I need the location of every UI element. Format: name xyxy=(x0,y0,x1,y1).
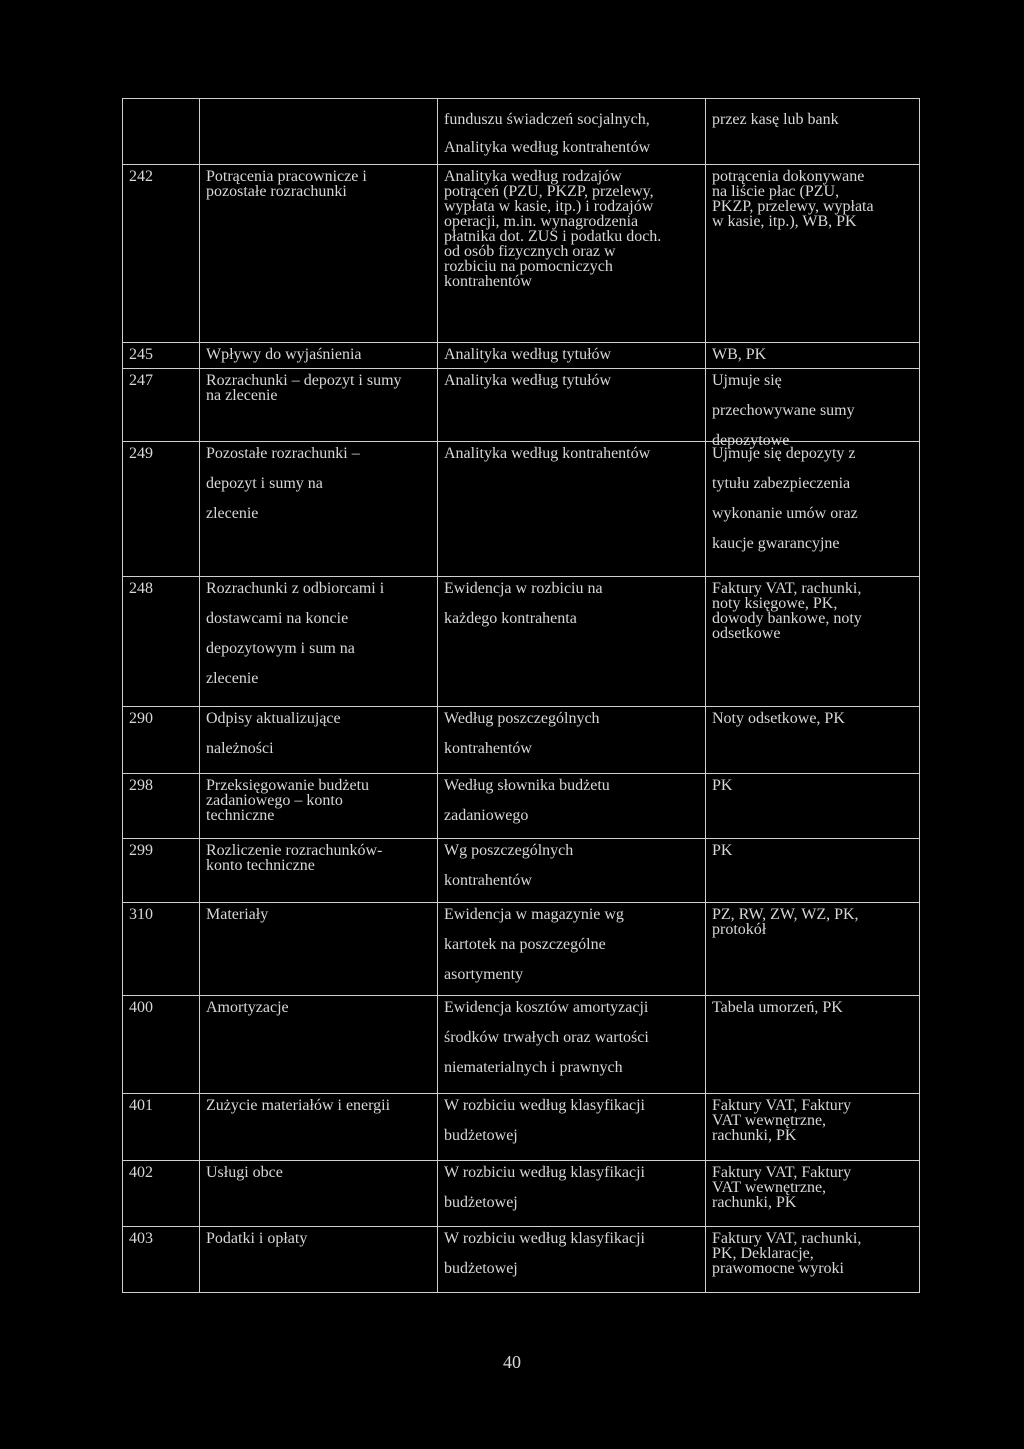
table-row xyxy=(122,706,920,773)
cell-text: rozbiciu na pomocniczych xyxy=(444,258,613,275)
cell-ewidencja xyxy=(437,707,705,773)
cell-text: od osób fizycznych oraz w xyxy=(444,243,616,260)
cell-konto xyxy=(122,839,199,902)
cell-text: WB, PK xyxy=(712,346,767,363)
cell-text: 242 xyxy=(129,168,153,185)
cell-nazwa xyxy=(199,343,437,368)
cell-text: Rozrachunki – depozyt i sumy xyxy=(206,372,402,389)
cell-text: płatnika dot. ZUS i podatku doch. xyxy=(444,228,662,245)
cell-text: 298 xyxy=(129,777,153,794)
cell-text: Według poszczególnych xyxy=(444,710,600,727)
cell-ewidencja xyxy=(437,774,705,838)
cell-konto xyxy=(122,903,199,995)
cell-text: PK xyxy=(712,777,733,794)
cell-text: 290 xyxy=(129,710,153,727)
cell-ewidencja xyxy=(437,442,705,576)
cell-text: każdego kontrahenta xyxy=(444,610,577,627)
table-row xyxy=(122,1160,920,1226)
cell-text: rachunki, PK xyxy=(712,1127,797,1144)
cell-konto xyxy=(122,343,199,368)
cell-nazwa xyxy=(199,99,437,164)
cell-ewidencja xyxy=(437,577,705,706)
cell-text: 248 xyxy=(129,580,153,597)
cell-text: 247 xyxy=(129,372,153,389)
cell-text: PKZP, przelewy, wypłata xyxy=(712,198,874,215)
cell-text: kaucje gwarancyjne xyxy=(712,535,840,552)
cell-konto xyxy=(122,1161,199,1226)
cell-text: niematerialnych i prawnych xyxy=(444,1059,623,1076)
cell-text: Ewidencja w rozbiciu na xyxy=(444,580,603,597)
cell-ewidencja xyxy=(437,996,705,1093)
cell-text: kartotek na poszczególne xyxy=(444,936,606,953)
cell-dokumenty xyxy=(705,996,920,1093)
cell-text: PZ, RW, ZW, WZ, PK, xyxy=(712,906,859,923)
cell-ewidencja xyxy=(437,1161,705,1226)
cell-ewidencja xyxy=(437,903,705,995)
cell-text: asortymenty xyxy=(444,966,524,983)
cell-konto xyxy=(122,707,199,773)
cell-text: zadaniowego – konto xyxy=(206,792,343,809)
cell-text: dowody bankowe, noty xyxy=(712,610,862,627)
cell-text: prawomocne wyroki xyxy=(712,1260,844,1277)
cell-text: przechowywane sumy xyxy=(712,402,855,419)
cell-konto xyxy=(122,165,199,342)
cell-dokumenty xyxy=(705,442,920,576)
cell-text: Faktury VAT, rachunki, xyxy=(712,580,862,597)
cell-nazwa xyxy=(199,577,437,706)
cell-text: 400 xyxy=(129,999,153,1016)
cell-text: Przeksięgowanie budżetu xyxy=(206,777,370,794)
cell-text: Wpływy do wyjaśnienia xyxy=(206,346,362,363)
cell-text: Analityka według tytułów xyxy=(444,372,612,389)
table-row xyxy=(122,995,920,1093)
cell-text: wykonanie umów oraz xyxy=(712,505,858,522)
cell-text: Ewidencja w magazynie wg xyxy=(444,906,624,923)
cell-nazwa xyxy=(199,1227,437,1292)
cell-text: potrącenia dokonywane xyxy=(712,168,865,185)
table-row xyxy=(122,1093,920,1160)
cell-text: rachunki, PK xyxy=(712,1194,797,1211)
cell-text: Tabela umorzeń, PK xyxy=(712,999,843,1016)
cell-dokumenty xyxy=(705,165,920,342)
cell-text: zlecenie xyxy=(206,505,259,522)
cell-text: Potrącenia pracownicze i xyxy=(206,168,367,185)
cell-text: Rozliczenie rozrachunków- xyxy=(206,842,383,859)
cell-text: Odpisy aktualizujące xyxy=(206,710,341,727)
cell-konto xyxy=(122,442,199,576)
cell-dokumenty xyxy=(705,707,920,773)
cell-dokumenty xyxy=(705,1161,920,1226)
cell-text: należności xyxy=(206,740,274,757)
cell-text: budżetowej xyxy=(444,1127,518,1144)
accounts-table xyxy=(122,98,920,1293)
cell-dokumenty xyxy=(705,903,920,995)
cell-nazwa xyxy=(199,1094,437,1160)
table-row xyxy=(122,342,920,368)
table-row xyxy=(122,773,920,838)
cell-text: 401 xyxy=(129,1097,153,1114)
cell-text: Faktury VAT, rachunki, xyxy=(712,1230,862,1247)
cell-text: 310 xyxy=(129,906,153,923)
cell-dokumenty xyxy=(705,577,920,706)
cell-ewidencja xyxy=(437,1227,705,1292)
cell-text: funduszu świadczeń socjalnych, xyxy=(444,111,650,128)
cell-text: depozyt i sumy na xyxy=(206,475,323,492)
cell-text: Analityka według kontrahentów xyxy=(444,445,651,462)
cell-konto xyxy=(122,1227,199,1292)
cell-text: Noty odsetkowe, PK xyxy=(712,710,845,727)
cell-text: na zlecenie xyxy=(206,387,278,404)
cell-text: 245 xyxy=(129,346,153,363)
table-row xyxy=(122,368,920,449)
cell-konto xyxy=(122,996,199,1093)
table-row-continued xyxy=(122,98,920,164)
table-row xyxy=(122,902,920,995)
table-row xyxy=(122,1226,920,1293)
cell-dokumenty xyxy=(705,1094,920,1160)
cell-text: Faktury VAT, Faktury xyxy=(712,1164,852,1181)
cell-text: Amortyzacje xyxy=(206,999,289,1016)
cell-text: W rozbiciu według klasyfikacji xyxy=(444,1097,645,1114)
cell-text: Analityka według kontrahentów xyxy=(444,139,651,156)
cell-text: Podatki i opłaty xyxy=(206,1230,308,1247)
cell-text: Faktury VAT, Faktury xyxy=(712,1097,852,1114)
cell-text: Wg poszczególnych xyxy=(444,842,574,859)
cell-dokumenty xyxy=(705,369,920,449)
cell-text: Ujmuje się depozyty z xyxy=(712,445,856,462)
cell-ewidencja xyxy=(437,1094,705,1160)
cell-nazwa xyxy=(199,442,437,576)
table-row xyxy=(122,164,920,342)
cell-konto xyxy=(122,1094,199,1160)
cell-dokumenty xyxy=(705,839,920,902)
cell-text: kontrahentów xyxy=(444,273,532,290)
cell-ewidencja xyxy=(437,343,705,368)
cell-text: Ujmuje się xyxy=(712,372,782,389)
cell-konto xyxy=(122,369,199,441)
cell-text: PK, Deklaracje, xyxy=(712,1245,814,1262)
cell-text: protokół xyxy=(712,921,767,938)
cell-text: środków trwałych oraz wartości xyxy=(444,1029,649,1046)
cell-ewidencja xyxy=(437,165,705,342)
cell-dokumenty xyxy=(705,1227,920,1292)
cell-text: kontrahentów xyxy=(444,872,532,889)
cell-text: kontrahentów xyxy=(444,740,532,757)
page-number: 40 xyxy=(503,1352,521,1372)
cell-text: 299 xyxy=(129,842,153,859)
cell-nazwa xyxy=(199,1161,437,1226)
cell-text: zlecenie xyxy=(206,670,259,687)
cell-text: W rozbiciu według klasyfikacji xyxy=(444,1230,645,1247)
cell-dokumenty xyxy=(705,774,920,838)
cell-text: Zużycie materiałów i energii xyxy=(206,1097,391,1114)
cell-nazwa xyxy=(199,165,437,342)
cell-text: Analityka według tytułów xyxy=(444,346,612,363)
cell-text: Rozrachunki z odbiorcami i xyxy=(206,580,385,597)
cell-text: na liście płac (PZU, xyxy=(712,183,840,200)
cell-ewidencja xyxy=(437,99,705,164)
cell-text: Według słownika budżetu xyxy=(444,777,610,794)
cell-text: przez kasę lub bank xyxy=(712,111,839,128)
cell-text: dostawcami na koncie xyxy=(206,610,349,627)
table-row xyxy=(122,838,920,902)
cell-dokumenty xyxy=(705,99,920,164)
cell-text: potrąceń (PZU, PKZP, przelewy, xyxy=(444,183,654,200)
cell-text: noty księgowe, PK, xyxy=(712,595,838,612)
cell-nazwa xyxy=(199,903,437,995)
cell-text: VAT wewnętrzne, xyxy=(712,1179,827,1196)
cell-text: Pozostałe rozrachunki – xyxy=(206,445,360,462)
cell-text: budżetowej xyxy=(444,1260,518,1277)
table-row xyxy=(122,441,920,576)
cell-text: 403 xyxy=(129,1230,153,1247)
cell-text: zadaniowego xyxy=(444,807,529,824)
table-row xyxy=(122,576,920,706)
cell-text: Analityka według rodzajów xyxy=(444,168,622,185)
cell-text: tytułu zabezpieczenia xyxy=(712,475,851,492)
cell-nazwa xyxy=(199,996,437,1093)
cell-text: depozytowym i sum na xyxy=(206,640,355,657)
cell-text: konto techniczne xyxy=(206,857,315,874)
cell-text: pozostałe rozrachunki xyxy=(206,183,347,200)
cell-text: wypłata w kasie, itp.) i rodzajów xyxy=(444,198,654,215)
cell-nazwa xyxy=(199,369,437,441)
cell-nazwa xyxy=(199,839,437,902)
cell-text: Ewidencja kosztów amortyzacji xyxy=(444,999,649,1016)
cell-text: operacji, m.in. wynagrodzenia xyxy=(444,213,639,230)
cell-nazwa xyxy=(199,707,437,773)
cell-dokumenty xyxy=(705,343,920,368)
cell-text: 402 xyxy=(129,1164,153,1181)
cell-nazwa xyxy=(199,774,437,838)
cell-text: VAT wewnętrzne, xyxy=(712,1112,827,1129)
cell-text: depozytowe xyxy=(712,432,790,449)
cell-ewidencja xyxy=(437,839,705,902)
cell-text: w kasie, itp.), WB, PK xyxy=(712,213,857,230)
cell-konto xyxy=(122,577,199,706)
cell-text: W rozbiciu według klasyfikacji xyxy=(444,1164,645,1181)
cell-konto xyxy=(122,99,199,164)
cell-text: Materiały xyxy=(206,906,269,923)
cell-ewidencja xyxy=(437,369,705,441)
cell-konto xyxy=(122,774,199,838)
cell-text: budżetowej xyxy=(444,1194,518,1211)
cell-text: techniczne xyxy=(206,807,275,824)
cell-text: PK xyxy=(712,842,733,859)
cell-text: 249 xyxy=(129,445,153,462)
cell-text: odsetkowe xyxy=(712,625,781,642)
cell-text: Usługi obce xyxy=(206,1164,283,1181)
